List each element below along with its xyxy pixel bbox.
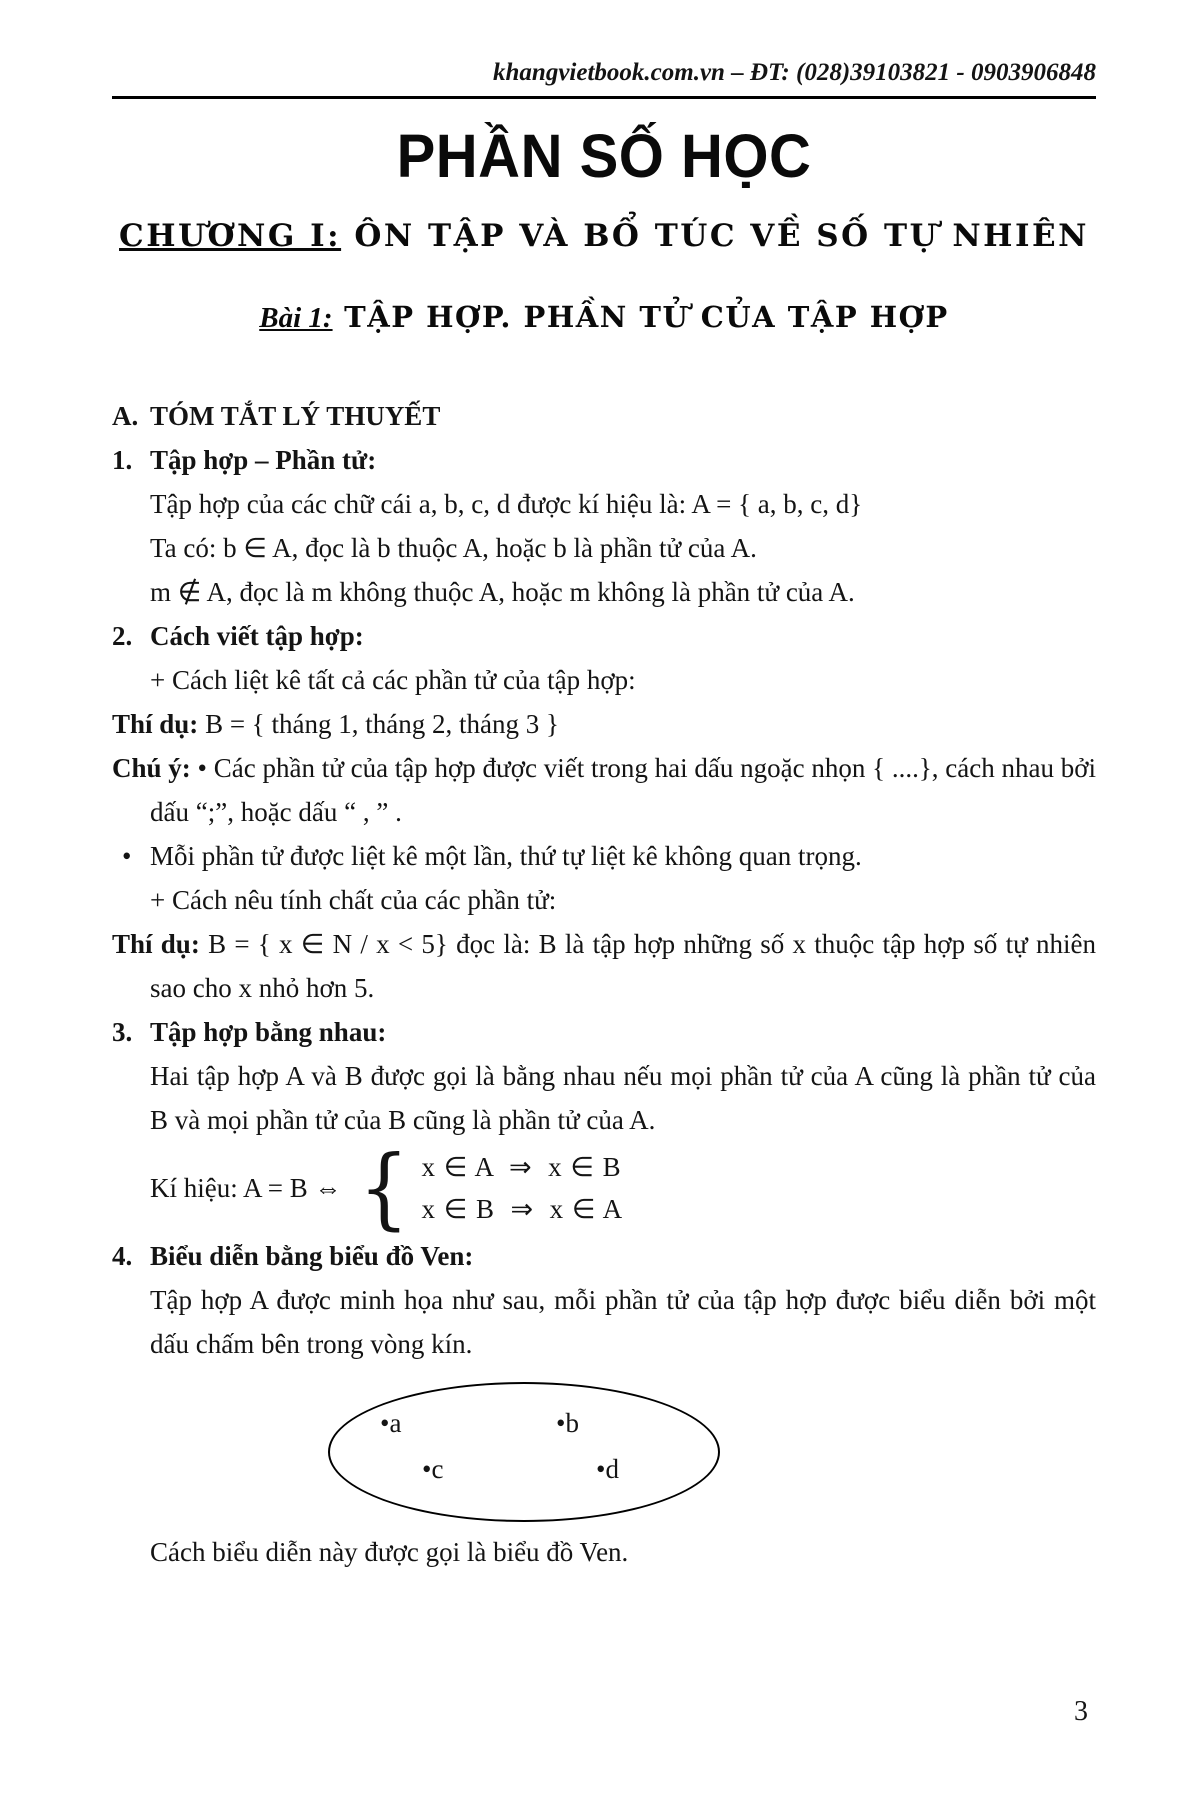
venn-ellipse (328, 1382, 720, 1522)
paragraph-venn-outro: Cách biểu diễn này được gọi là biểu đồ Ven. (150, 1537, 629, 1567)
example-2-text: B = { x ∈ N / x < 5} đọc là: B là tập hợp những số x thuộc tập hợp số tự nhiên sao cho x nhỏ hơn 5. (150, 929, 1096, 1003)
example-1-text: B = { tháng 1, tháng 2, tháng 3 } (198, 709, 559, 739)
equation-lines (422, 1146, 624, 1230)
left-brace: { (358, 1136, 409, 1239)
equation-line-2: x ∈ B ⇒ x ∈ A (421, 1194, 624, 1224)
example-2-label: Thí dụ: (112, 929, 200, 959)
section-1-title: Tập hợp – Phần tử: (150, 445, 377, 475)
paragraph-venn-intro: Tập hợp A được minh họa như sau, mỗi phần tử của tập hợp được biểu diễn bởi một dấu chấm bên trong vòng kín. (150, 1285, 1096, 1359)
equation-set-equality (150, 1136, 1096, 1239)
paragraph-property-method: + Cách nêu tính chất của các phần tử: (150, 885, 557, 915)
section-4-title: Biểu diễn bằng biểu đồ Ven: (150, 1241, 474, 1271)
paragraph-element-of: Ta có: b ∈ A, đọc là b thuộc A, hoặc b là phần tử của A. (150, 533, 757, 563)
section-3-title: Tập hợp bằng nhau: (150, 1017, 387, 1047)
section-2-title: Cách viết tập hợp: (150, 621, 364, 651)
note-paragraph (112, 746, 1096, 834)
chapter-label: CHƯƠNG I: (119, 218, 342, 254)
section-1-heading (112, 438, 1096, 482)
section-1-number: 1. (112, 445, 133, 475)
lesson-title: TẬP HỢP. PHẦN TỬ CỦA TẬP HỢP (332, 300, 949, 334)
bullet-text: Mỗi phần tử được liệt kê một lần, thứ tự liệt kê không quan trọng. (150, 841, 862, 871)
equation-label: Kí hiệu: A = B ⇔ (150, 1173, 342, 1203)
example-1 (112, 702, 1096, 746)
example-1-label: Thí dụ: (112, 709, 199, 739)
note-label: Chú ý: (112, 753, 191, 783)
paragraph-set-notation: Tập hợp của các chữ cái a, b, c, d được kí hiệu là: A = { a, b, c, d} (150, 489, 863, 519)
venn-point-d: •d (596, 1454, 619, 1484)
bullet-uniqueness (122, 834, 1096, 878)
venn-point-b: •b (556, 1408, 579, 1438)
header-rule (112, 96, 1096, 99)
paragraph-equal-sets: Hai tập hợp A và B được gọi là bằng nhau nếu mọi phần tử của A cũng là phần tử của B và mọi phần tử của B cũng là phần tử của A. (150, 1061, 1096, 1135)
section-3-heading (112, 1010, 1096, 1054)
note-text: • Các phần tử của tập hợp được viết trong hai dấu ngoặc nhọn { ....}, cách nhau bởi dấu “;”, hoặc dấu “ , ” . (150, 753, 1097, 827)
chapter-title: ÔN TẬP VÀ BỔ TÚC VỀ SỐ TỰ NHIÊN (341, 218, 1089, 254)
equation-line-1: x ∈ A ⇒ x ∈ B (421, 1152, 622, 1182)
header-contact: khangvietbook.com.vn – ĐT: (028)39103821 - 0903906848 (493, 59, 1096, 86)
bullet-icon: • (122, 841, 132, 871)
section-2-number: 2. (112, 621, 133, 651)
section-a-title: TÓM TẮT LÝ THUYẾT (150, 401, 441, 431)
example-2 (112, 922, 1096, 1010)
paragraph-list-method: + Cách liệt kê tất cả các phần tử của tập hợp: (150, 665, 636, 695)
paragraph-not-element-of: m ∉ A, đọc là m không thuộc A, hoặc m không là phần tử của A. (150, 577, 855, 607)
section-2-heading (112, 614, 1096, 658)
part-title: PHẦN SỐ HỌC (396, 122, 812, 191)
venn-point-a: •a (380, 1408, 402, 1438)
lesson-heading (112, 297, 1096, 338)
section-a-letter: A. (112, 401, 139, 431)
venn-point-c: •c (422, 1454, 444, 1484)
section-3-number: 3. (112, 1017, 133, 1047)
page-number: 3 (1074, 1696, 1088, 1727)
section-4-heading (112, 1234, 1096, 1278)
chapter-heading (112, 215, 1096, 257)
venn-diagram (328, 1382, 720, 1522)
section-a-heading (112, 394, 1096, 438)
section-4-number: 4. (112, 1241, 133, 1271)
lesson-label: Bài 1: (259, 302, 333, 334)
